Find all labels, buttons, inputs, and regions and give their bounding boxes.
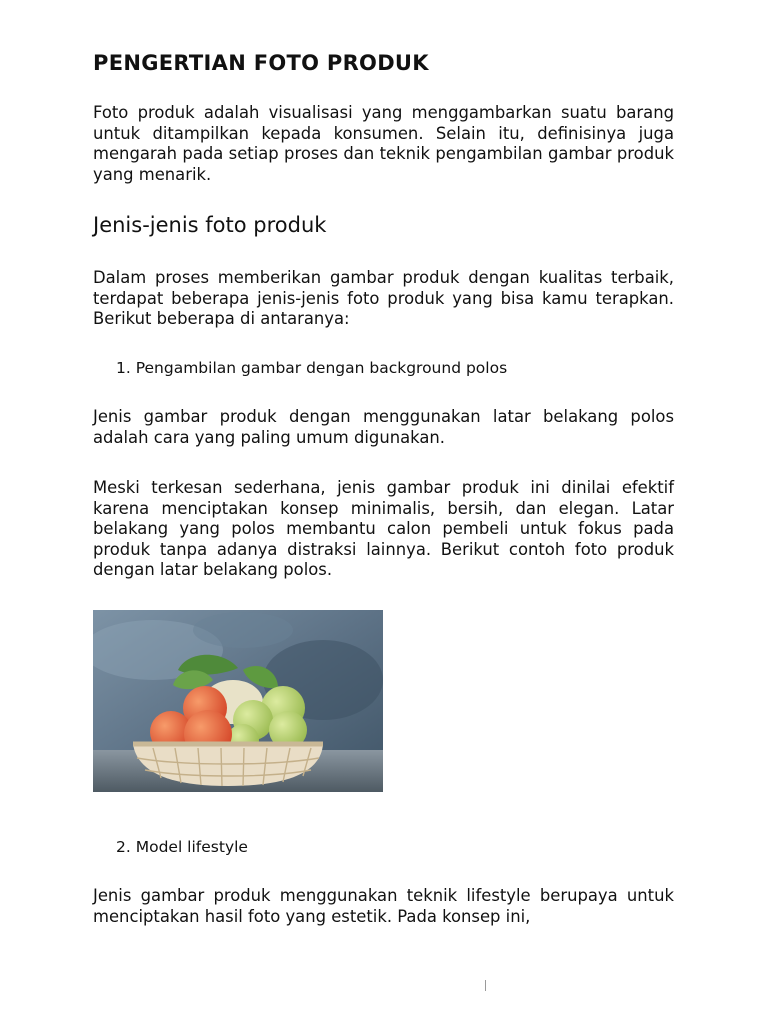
product-photo [93,610,383,792]
section-heading: Jenis-jenis foto produk [93,213,327,237]
list-item-1-label: 1. Pengambilan gambar dengan background polos [116,359,508,377]
list-item-2-label: 2. Model lifestyle [116,838,248,856]
list-item-1-paragraph-2: Meski terkesan sederhana, jenis gambar produk ini dinilai efektif karena menciptakan konsep minimalis, bersih, dan elegan. Latar belakang yang polos membantu calon pembeli untuk fokus pada produk tanpa adanya distraksi lainnya. Berikut contoh foto produk dengan latar belakang polos. [93,478,674,580]
section-intro-paragraph: Dalam proses memberikan gambar produk dengan kualitas terbaik, terdapat beberapa jenis-jenis foto produk yang bisa kamu terapkan. Berikut beberapa di antaranya: [93,268,674,329]
page-break-marker [485,980,486,991]
list-item-2-paragraph-1: Jenis gambar produk menggunakan teknik lifestyle berupaya untuk menciptakan hasil foto yang estetik. Pada konsep ini, [93,886,674,926]
intro-paragraph: Foto produk adalah visualisasi yang menggambarkan suatu barang untuk ditampilkan kepada konsumen. Selain itu, definisinya juga mengarah pada setiap proses dan teknik pengambilan gambar produk yang menarik. [93,103,674,184]
list-item-1-paragraph-1: Jenis gambar produk dengan menggunakan latar belakang polos adalah cara yang paling umum digunakan. [93,407,674,447]
vegetable-basket-image [93,610,383,792]
document-title: PENGERTIAN FOTO PRODUK [93,51,429,75]
